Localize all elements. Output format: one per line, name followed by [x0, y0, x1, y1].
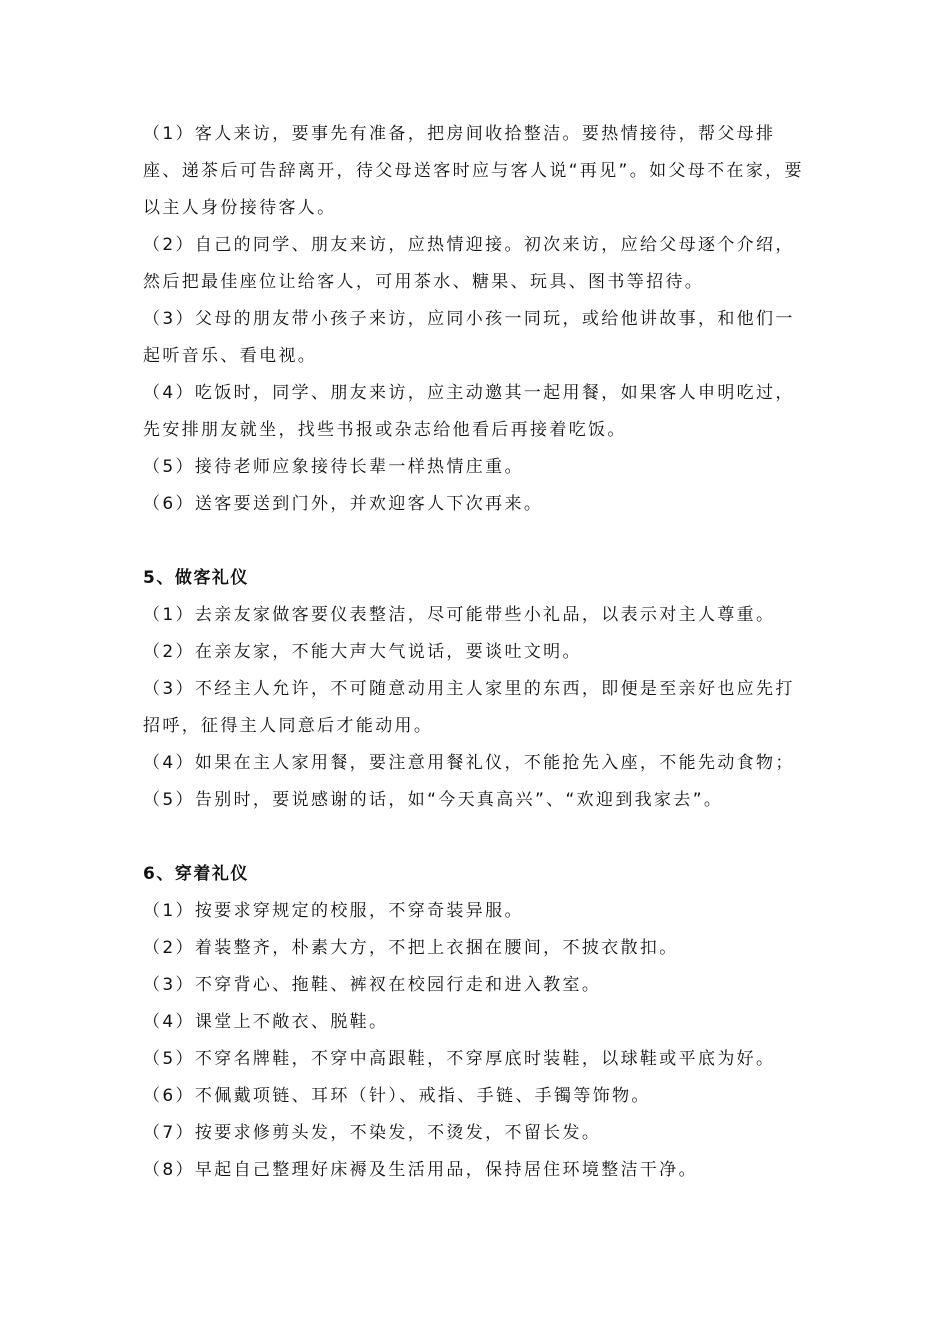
paragraph: （3）父母的朋友带小孩子来访，应同小孩一同玩，或给他讲故事，和他们一起听音乐、看电视。	[143, 309, 795, 366]
paragraph: （5）告别时，要说感谢的话，如“今天真高兴”、“欢迎到我家去”。	[143, 790, 724, 810]
paragraph: （5）接待老师应象接待长辈一样热情庄重。	[143, 457, 524, 477]
visiting-host-section	[143, 116, 813, 523]
paragraph: （1）按要求穿规定的校服，不穿奇装异服。	[143, 901, 524, 921]
paragraph: （2）着装整齐，朴素大方，不把上衣捆在腰间，不披衣散扣。	[143, 938, 679, 958]
paragraph: （6）不佩戴项链、耳环（针）、戒指、手链、手镯等饰物。	[143, 1086, 651, 1106]
paragraph: （1）去亲友家做客要仪表整洁，尽可能带些小礼品，以表示对主人尊重。	[143, 605, 776, 625]
paragraph: （4）如果在主人家用餐，要注意用餐礼仪，不能抢先入座，不能先动食物；	[143, 753, 795, 773]
paragraph: （4）课堂上不敞衣、脱鞋。	[143, 1012, 389, 1032]
paragraph: （6）送客要送到门外，并欢迎客人下次再来。	[143, 494, 544, 514]
section-heading: 5、做客礼仪	[143, 568, 249, 588]
paragraph: （7）按要求修剪头发，不染发，不烫发，不留长发。	[143, 1123, 602, 1143]
paragraph: （3）不穿背心、拖鞋、裤衩在校园行走和进入教室。	[143, 975, 602, 995]
guest-etiquette-section	[143, 560, 813, 819]
paragraph: （4）吃饭时，同学、朋友来访，应主动邀其一起用餐，如果客人申明吃过，先安排朋友就坐，找些书报或杂志给他看后再接着吃饭。	[143, 383, 795, 440]
paragraph: （1）客人来访，要事先有准备，把房间收拾整洁。要热情接待，帮父母排座、递茶后可告辞离开，待父母送客时应与客人说“再见”。如父母不在家，要以主人身份接待客人。	[143, 124, 804, 218]
paragraph: （3）不经主人允许，不可随意动用主人家里的东西，即便是至亲好也应先打招呼，征得主人同意后才能动用。	[143, 679, 795, 736]
section-spacer	[143, 523, 813, 560]
dress-etiquette-section	[143, 856, 813, 1189]
section-heading: 6、穿着礼仪	[143, 864, 249, 884]
document-content	[143, 116, 813, 1189]
section-spacer	[143, 819, 813, 856]
paragraph: （2）自己的同学、朋友来访，应热情迎接。初次来访，应给父母逐个介绍，然后把最佳座位让给客人，可用茶水、糖果、玩具、图书等招待。	[143, 235, 795, 292]
paragraph: （2）在亲友家，不能大声大气说话，要谈吐文明。	[143, 642, 582, 662]
paragraph: （5）不穿名牌鞋，不穿中高跟鞋，不穿厚底时装鞋，以球鞋或平底为好。	[143, 1049, 776, 1069]
paragraph: （8）早起自己整理好床褥及生活用品，保持居住环境整洁干净。	[143, 1160, 698, 1180]
